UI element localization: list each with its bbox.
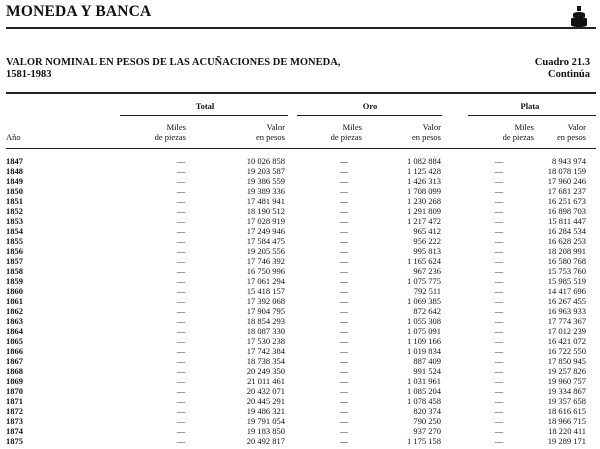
col-header-oro-valor: Valor en pesos — [411, 122, 441, 142]
cell-plata-v: 14 417 696 — [547, 286, 586, 296]
cell-total-v: 20 445 291 — [246, 396, 285, 406]
cell-plata-v: 16 898 703 — [547, 206, 586, 216]
cell-oro-v: 1 055 308 — [407, 316, 441, 326]
cell-oro-mp: — — [339, 356, 349, 366]
cell-plata-mp: — — [494, 346, 504, 356]
cell-total-mp: — — [176, 376, 186, 386]
cell-year: 1853 — [6, 216, 23, 226]
cell-oro-v: 872 642 — [413, 306, 441, 316]
cell-plata-mp: — — [494, 376, 504, 386]
cell-oro-mp: — — [339, 376, 349, 386]
cell-year: 1873 — [6, 416, 23, 426]
cell-plata-mp: — — [494, 386, 504, 396]
cell-total-v: 17 392 068 — [246, 296, 285, 306]
cell-plata-mp: — — [494, 306, 504, 316]
group-header-plata: Plata — [520, 101, 540, 111]
group-header-total: Total — [195, 101, 215, 111]
cell-total-mp: — — [176, 416, 186, 426]
cell-total-mp: — — [176, 286, 186, 296]
cell-plata-mp: — — [494, 226, 504, 236]
cell-total-v: 19 486 321 — [246, 406, 285, 416]
table-row — [0, 156, 600, 166]
table-row — [0, 186, 600, 196]
cell-total-v: 16 750 996 — [246, 266, 285, 276]
cell-oro-mp: — — [339, 186, 349, 196]
cell-plata-mp: — — [494, 266, 504, 276]
table-row — [0, 316, 600, 326]
cell-oro-v: 937 270 — [413, 426, 441, 436]
cell-oro-v: 1 165 624 — [407, 256, 441, 266]
cell-oro-mp: — — [339, 266, 349, 276]
table-row — [0, 386, 600, 396]
cell-plata-v: 17 850 945 — [547, 356, 586, 366]
cell-oro-v: 887 409 — [413, 356, 441, 366]
cell-year: 1847 — [6, 156, 23, 166]
table-row — [0, 276, 600, 286]
cell-oro-mp: — — [339, 386, 349, 396]
cell-plata-v: 8 943 974 — [552, 156, 586, 166]
cell-total-v: 10 026 858 — [246, 156, 285, 166]
cell-plata-mp: — — [494, 336, 504, 346]
cell-year: 1862 — [6, 306, 23, 316]
cell-year: 1859 — [6, 276, 23, 286]
cell-plata-v: 16 267 455 — [547, 296, 586, 306]
cell-total-mp: — — [176, 206, 186, 216]
cell-oro-v: 820 374 — [413, 406, 441, 416]
table-row — [0, 286, 600, 296]
cell-plata-v: 19 357 658 — [547, 396, 586, 406]
cell-plata-v: 16 421 072 — [547, 336, 586, 346]
cell-plata-mp: — — [494, 436, 504, 446]
cell-oro-mp: — — [339, 256, 349, 266]
cell-total-v: 19 203 587 — [246, 166, 285, 176]
cell-oro-mp: — — [339, 276, 349, 286]
cell-plata-mp: — — [494, 216, 504, 226]
cell-oro-v: 1 085 204 — [407, 386, 441, 396]
cell-plata-v: 15 811 447 — [548, 216, 586, 226]
cell-plata-mp: — — [494, 326, 504, 336]
table-top-rule — [6, 92, 596, 94]
cell-year: 1857 — [6, 256, 23, 266]
cell-year: 1858 — [6, 266, 23, 276]
header-bottom-rule — [6, 148, 596, 149]
cell-plata-v: 15 985 519 — [547, 276, 586, 286]
cell-year: 1867 — [6, 356, 23, 366]
cell-year: 1864 — [6, 326, 23, 336]
cell-plata-v: 18 220 411 — [548, 426, 586, 436]
table-row — [0, 256, 600, 266]
cell-year: 1856 — [6, 246, 23, 256]
cell-plata-mp: — — [494, 156, 504, 166]
cell-total-mp: — — [176, 406, 186, 416]
table-row — [0, 166, 600, 176]
cell-year: 1861 — [6, 296, 23, 306]
cell-plata-mp: — — [494, 186, 504, 196]
col-header-plata-miles: Miles de piezas — [502, 122, 534, 142]
group-underline-oro — [297, 115, 442, 116]
cell-year: 1875 — [6, 436, 23, 446]
cell-total-mp: — — [176, 316, 186, 326]
table-row — [0, 396, 600, 406]
table-row — [0, 296, 600, 306]
cell-oro-v: 1 291 809 — [407, 206, 441, 216]
cell-plata-v: 18 966 715 — [547, 416, 586, 426]
table-row — [0, 206, 600, 216]
cell-oro-mp: — — [339, 326, 349, 336]
cell-total-v: 17 530 238 — [246, 336, 285, 346]
cell-oro-mp: — — [339, 216, 349, 226]
cell-total-v: 18 087 330 — [246, 326, 285, 336]
cell-oro-mp: — — [339, 236, 349, 246]
table-row — [0, 266, 600, 276]
cell-year: 1872 — [6, 406, 23, 416]
col-header-total-valor: Valor en pesos — [255, 122, 285, 142]
cell-oro-v: 1 082 884 — [407, 156, 441, 166]
table-row — [0, 416, 600, 426]
cell-total-mp: — — [176, 436, 186, 446]
group-underline-total — [120, 115, 288, 116]
cell-oro-v: 1 069 385 — [407, 296, 441, 306]
cell-plata-v: 17 012 239 — [547, 326, 586, 336]
cell-oro-mp: — — [339, 226, 349, 236]
col-header-total-miles: Miles de piezas — [154, 122, 186, 142]
cell-total-mp: — — [176, 306, 186, 316]
cell-total-v: 19 183 850 — [246, 426, 285, 436]
cell-total-mp: — — [176, 166, 186, 176]
cell-year: 1865 — [6, 336, 23, 346]
cell-total-v: 18 190 512 — [246, 206, 285, 216]
cell-total-mp: — — [176, 226, 186, 236]
cell-total-mp: — — [176, 356, 186, 366]
cell-oro-v: 1 426 313 — [407, 176, 441, 186]
cell-total-mp: — — [176, 216, 186, 226]
cell-oro-mp: — — [339, 416, 349, 426]
cell-total-v: 20 492 817 — [246, 436, 285, 446]
cell-total-v: 17 481 941 — [246, 196, 285, 206]
cell-oro-mp: — — [339, 246, 349, 256]
table-row — [0, 406, 600, 416]
cell-total-mp: — — [176, 266, 186, 276]
cell-oro-mp: — — [339, 336, 349, 346]
table-status: Continúa — [547, 69, 590, 80]
cell-total-v: 17 584 475 — [246, 236, 285, 246]
cell-total-v: 19 205 556 — [246, 246, 285, 256]
cell-oro-mp: — — [339, 406, 349, 416]
col-header-year: Año — [6, 132, 21, 142]
cell-total-mp: — — [176, 366, 186, 376]
cell-oro-v: 1 708 099 — [407, 186, 441, 196]
cell-oro-v: 956 222 — [413, 236, 441, 246]
table-row — [0, 226, 600, 236]
cell-total-v: 17 249 946 — [246, 226, 285, 236]
table-row — [0, 236, 600, 246]
cell-oro-v: 1 125 428 — [407, 166, 441, 176]
table-row — [0, 426, 600, 436]
cell-total-v: 18 854 293 — [246, 316, 285, 326]
cell-total-v: 19 386 559 — [246, 176, 285, 186]
cell-plata-v: 18 078 159 — [547, 166, 586, 176]
cell-total-mp: — — [176, 236, 186, 246]
cell-oro-v: 967 236 — [413, 266, 441, 276]
cell-year: 1860 — [6, 286, 23, 296]
col-header-oro-miles: Miles de piezas — [330, 122, 362, 142]
cell-total-mp: — — [176, 396, 186, 406]
cell-year: 1869 — [6, 376, 23, 386]
cell-total-mp: — — [176, 386, 186, 396]
cell-plata-v: 18 208 991 — [547, 246, 586, 256]
table-row — [0, 436, 600, 446]
cell-total-v: 17 746 392 — [246, 256, 285, 266]
cell-plata-mp: — — [494, 166, 504, 176]
cell-total-mp: — — [176, 156, 186, 166]
cell-total-mp: — — [176, 426, 186, 436]
cell-year: 1863 — [6, 316, 23, 326]
cell-plata-v: 16 251 673 — [547, 196, 586, 206]
cell-oro-mp: — — [339, 166, 349, 176]
cell-year: 1871 — [6, 396, 23, 406]
cell-plata-mp: — — [494, 196, 504, 206]
cell-total-mp: — — [176, 346, 186, 356]
cell-year: 1851 — [6, 196, 23, 206]
cell-year: 1855 — [6, 236, 23, 246]
cell-total-mp: — — [176, 256, 186, 266]
cell-total-mp: — — [176, 246, 186, 256]
table-row — [0, 356, 600, 366]
cell-plata-v: 19 289 171 — [547, 436, 586, 446]
table-title-line1: VALOR NOMINAL EN PESOS DE LAS ACUÑACIONES DE MONEDA, — [6, 57, 341, 68]
cell-total-v: 17 061 294 — [246, 276, 285, 286]
cell-total-mp: — — [176, 196, 186, 206]
cell-plata-mp: — — [494, 356, 504, 366]
cell-oro-mp: — — [339, 176, 349, 186]
cell-total-v: 19 389 336 — [246, 186, 285, 196]
cell-plata-mp: — — [494, 256, 504, 266]
cell-oro-mp: — — [339, 436, 349, 446]
cell-plata-v: 16 628 253 — [547, 236, 586, 246]
cell-plata-v: 15 753 760 — [547, 266, 586, 276]
cell-year: 1852 — [6, 206, 23, 216]
cell-total-v: 19 791 054 — [246, 416, 285, 426]
table-row — [0, 196, 600, 206]
table-number: Cuadro 21.3 — [534, 57, 590, 68]
cell-total-v: 17 742 384 — [246, 346, 285, 356]
cell-year: 1874 — [6, 426, 23, 436]
cell-oro-v: 1 019 834 — [407, 346, 441, 356]
cell-plata-mp: — — [494, 416, 504, 426]
cell-oro-v: 965 412 — [413, 226, 441, 236]
cell-oro-mp: — — [339, 396, 349, 406]
cell-oro-v: 1 230 268 — [407, 196, 441, 206]
cell-oro-v: 1 109 166 — [407, 336, 441, 346]
cell-oro-v: 1 075 775 — [407, 276, 441, 286]
cell-oro-v: 1 031 961 — [407, 376, 441, 386]
group-header-oro: Oro — [362, 101, 378, 111]
cell-total-mp: — — [176, 296, 186, 306]
cell-year: 1849 — [6, 176, 23, 186]
cell-plata-mp: — — [494, 176, 504, 186]
table-title-line2: 1581-1983 — [6, 69, 52, 80]
cell-plata-mp: — — [494, 316, 504, 326]
table-row — [0, 376, 600, 386]
cell-plata-mp: — — [494, 396, 504, 406]
col-header-plata-valor: Valor en pesos — [556, 122, 586, 142]
cell-plata-v: 16 722 550 — [547, 346, 586, 356]
page-header-title: MONEDA Y BANCA — [6, 3, 152, 20]
cell-year: 1854 — [6, 226, 23, 236]
cell-plata-mp: — — [494, 296, 504, 306]
cell-total-mp: — — [176, 336, 186, 346]
cell-plata-v: 19 960 757 — [547, 376, 586, 386]
cell-year: 1866 — [6, 346, 23, 356]
cell-total-v: 17 028 919 — [246, 216, 285, 226]
cell-year: 1868 — [6, 366, 23, 376]
cell-total-v: 18 738 354 — [246, 356, 285, 366]
cell-plata-v: 18 616 615 — [547, 406, 586, 416]
cell-plata-v: 17 681 237 — [547, 186, 586, 196]
cell-oro-v: 1 078 458 — [407, 396, 441, 406]
cell-oro-mp: — — [339, 426, 349, 436]
cell-total-v: 20 249 350 — [246, 366, 285, 376]
cell-total-mp: — — [176, 176, 186, 186]
cell-total-mp: — — [176, 186, 186, 196]
cell-oro-v: 790 250 — [413, 416, 441, 426]
table-row — [0, 326, 600, 336]
cell-plata-mp: — — [494, 236, 504, 246]
cell-year: 1850 — [6, 186, 23, 196]
cell-oro-mp: — — [339, 206, 349, 216]
cell-oro-mp: — — [339, 366, 349, 376]
cell-plata-mp: — — [494, 406, 504, 416]
table-row — [0, 336, 600, 346]
table-row — [0, 216, 600, 226]
cell-oro-v: 792 511 — [413, 286, 441, 296]
cell-oro-mp: — — [339, 286, 349, 296]
cell-plata-v: 16 580 768 — [547, 256, 586, 266]
group-underline-plata — [468, 115, 596, 116]
table-row — [0, 176, 600, 186]
table-reference — [535, 57, 590, 81]
cell-year: 1848 — [6, 166, 23, 176]
cell-oro-v: 1 075 091 — [407, 326, 441, 336]
table-title — [6, 57, 340, 81]
cell-plata-v: 17 774 367 — [547, 316, 586, 326]
cell-plata-mp: — — [494, 246, 504, 256]
cell-plata-mp: — — [494, 366, 504, 376]
cell-oro-v: 995 813 — [413, 246, 441, 256]
table-row — [0, 346, 600, 356]
coin-stack-icon — [569, 6, 589, 28]
cell-total-v: 20 432 071 — [246, 386, 285, 396]
cell-plata-mp: — — [494, 276, 504, 286]
cell-oro-mp: — — [339, 196, 349, 206]
cell-oro-mp: — — [339, 296, 349, 306]
cell-total-v: 21 011 461 — [247, 376, 285, 386]
cell-oro-v: 1 175 158 — [407, 436, 441, 446]
cell-plata-v: 19 257 826 — [547, 366, 586, 376]
table-row — [0, 246, 600, 256]
cell-year: 1870 — [6, 386, 23, 396]
cell-total-v: 17 904 795 — [246, 306, 285, 316]
cell-oro-mp: — — [339, 306, 349, 316]
cell-oro-v: 991 524 — [413, 366, 441, 376]
cell-plata-mp: — — [494, 286, 504, 296]
cell-oro-mp: — — [339, 156, 349, 166]
cell-oro-v: 1 217 472 — [407, 216, 441, 226]
cell-total-mp: — — [176, 276, 186, 286]
cell-oro-mp: — — [339, 316, 349, 326]
header-rule — [6, 27, 596, 29]
cell-total-v: 15 418 157 — [246, 286, 285, 296]
cell-plata-mp: — — [494, 426, 504, 436]
cell-plata-v: 17 960 246 — [547, 176, 586, 186]
cell-plata-v: 16 963 933 — [547, 306, 586, 316]
cell-oro-mp: — — [339, 346, 349, 356]
cell-total-mp: — — [176, 326, 186, 336]
table-row — [0, 366, 600, 376]
cell-plata-mp: — — [494, 206, 504, 216]
cell-plata-v: 19 334 867 — [547, 386, 586, 396]
table-row — [0, 306, 600, 316]
cell-plata-v: 16 284 534 — [547, 226, 586, 236]
